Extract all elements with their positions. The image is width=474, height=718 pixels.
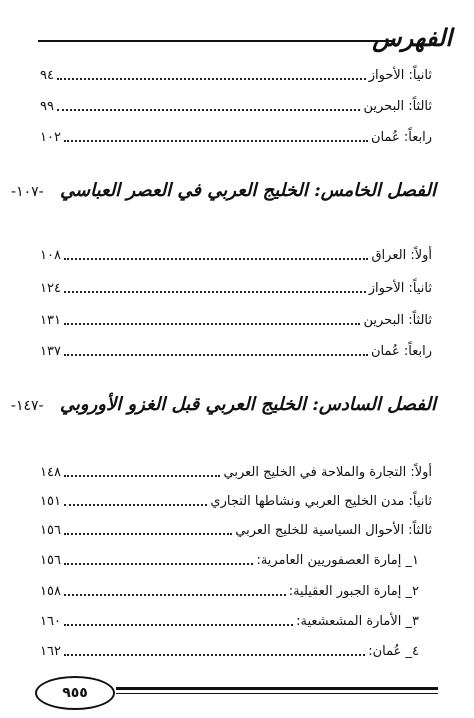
leader-dots <box>64 594 286 596</box>
toc-entry-label: ٣_ الأمارة المشعشعية: <box>296 614 419 629</box>
toc-entry-label: ثالثاً: الأحوال السياسية للخليج العربي <box>235 523 432 538</box>
leader-dots <box>64 323 361 325</box>
toc-subentry <box>40 640 419 660</box>
toc-entry-label: رابعاً: عُمان <box>370 344 432 359</box>
footer-rule <box>116 693 438 694</box>
toc-entry-page: ١٥٦ <box>40 553 61 568</box>
leader-dots <box>64 563 254 565</box>
chapter-pages: -١٤٧- <box>10 398 44 414</box>
leader-dots <box>64 140 368 142</box>
chapter-pages: -١٠٧- <box>11 184 44 200</box>
toc-entry <box>40 340 432 360</box>
toc-entry-label: ٤_ عُمان: <box>368 644 419 659</box>
toc-entry-page: ١٣٧ <box>40 344 61 359</box>
leader-dots <box>64 504 207 506</box>
toc-entry-label: ثانياً: الأحواز <box>368 281 432 296</box>
page-number-badge <box>35 676 115 710</box>
toc-entry <box>40 461 432 481</box>
leader-dots <box>64 354 368 356</box>
toc-entry <box>40 64 432 84</box>
toc-entry-page: ١٢٤ <box>40 281 61 296</box>
toc-entry-page: ١٤٨ <box>40 465 61 480</box>
toc-entry-page: ١٠٢ <box>40 130 61 145</box>
toc-entry-page: ٩٩ <box>40 99 54 114</box>
leader-dots <box>64 258 369 260</box>
toc-entry <box>40 126 432 146</box>
toc-entry <box>40 244 432 264</box>
toc-entry-page: ١٦٢ <box>40 644 61 659</box>
toc-entry <box>40 277 432 297</box>
leader-dots <box>64 291 366 293</box>
toc-entry-label: ثانياً: مدن الخليج العربي ونشاطها التجاري <box>210 494 432 509</box>
header-rule <box>38 40 394 42</box>
toc-entry-page: ٩٤ <box>40 68 54 83</box>
leader-dots <box>64 624 293 626</box>
leader-dots <box>64 533 232 535</box>
toc-entry <box>40 309 432 329</box>
toc-entry-label: أولاً: التجارة والملاحة في الخليج العربي <box>223 465 432 480</box>
toc-entry <box>40 95 432 115</box>
toc-subentry <box>40 549 419 569</box>
chapter-heading <box>10 393 436 418</box>
toc-entry-page: ١٥١ <box>40 494 61 509</box>
leader-dots <box>57 109 361 111</box>
toc-entry <box>40 490 432 510</box>
footer-rule <box>116 687 438 690</box>
toc-entry-page: ١٠٨ <box>40 248 61 263</box>
toc-entry-label: ٢_ إمارة الجبور العقيلية: <box>288 584 419 599</box>
toc-entry-label: ١_ إمارة العصفوريين العامرية: <box>256 553 419 568</box>
toc-entry <box>40 519 432 539</box>
chapter-title: الفصل الخامس: الخليج العربي في العصر العباسي <box>60 180 436 201</box>
toc-entry-label: ثالثاً: البحرين <box>363 99 432 114</box>
page-title: الفهرس <box>372 23 452 52</box>
toc-entry-label: رابعاً: عُمان <box>370 130 432 145</box>
leader-dots <box>57 78 366 80</box>
toc-entry-label: ثانياً: الأحواز <box>368 68 432 83</box>
toc-entry-page: ١٦٠ <box>40 614 61 629</box>
toc-entry-label: ثالثاً: البحرين <box>363 313 432 328</box>
chapter-title: الفصل السادس: الخليج العربي قبل الغزو الأوروبي <box>59 394 436 415</box>
leader-dots <box>64 654 365 656</box>
toc-subentry <box>40 580 419 600</box>
leader-dots <box>64 475 221 477</box>
toc-subentry <box>40 610 419 630</box>
toc-entry-page: ١٥٦ <box>40 523 61 538</box>
toc-entry-label: أولاً: العراق <box>371 248 432 263</box>
toc-entry-page: ١٥٨ <box>40 584 61 599</box>
chapter-heading <box>11 179 436 204</box>
toc-entry-page: ١٣١ <box>40 313 61 328</box>
page-number: ٩٥٥ <box>62 685 88 701</box>
